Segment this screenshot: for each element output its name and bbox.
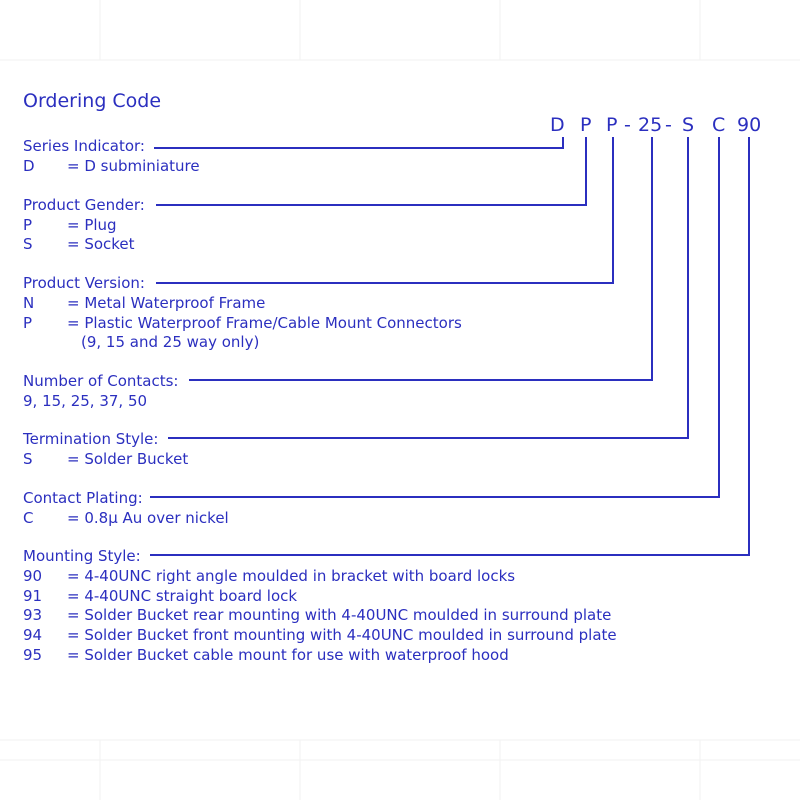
code-part-contacts: 25 <box>638 114 663 136</box>
option-desc: = 4-40UNC straight board lock <box>67 587 298 605</box>
section-heading-plating: Contact Plating: <box>23 489 143 507</box>
option-desc: = Plug <box>67 216 117 234</box>
option-code: 93 <box>23 606 43 624</box>
section-heading-mounting: Mounting Style: <box>23 547 141 565</box>
option-code: D <box>23 157 35 175</box>
connector-version <box>156 137 613 283</box>
option-code: S <box>23 450 33 468</box>
option-code: P <box>23 314 33 332</box>
code-part-plating: C <box>712 114 726 136</box>
option-desc: = Metal Waterproof Frame <box>67 294 266 312</box>
option-desc: = 0.8μ Au over nickel <box>67 509 229 527</box>
option-desc: = D subminiature <box>67 157 200 175</box>
connector-series <box>154 137 563 148</box>
option-code: C <box>23 509 34 527</box>
code-part-version: P <box>606 114 618 136</box>
section-heading-termination: Termination Style: <box>23 430 159 448</box>
option-desc: = 4-40UNC right angle moulded in bracket with board locks <box>67 567 516 585</box>
option-code: 94 <box>23 626 43 644</box>
option-desc: = Socket <box>67 235 135 253</box>
option-code: N <box>23 294 35 312</box>
section-heading-contacts: Number of Contacts: <box>23 372 179 390</box>
code-part-dash: - <box>665 114 672 136</box>
section-heading-version: Product Version: <box>23 274 145 292</box>
option-code: S <box>23 235 33 253</box>
code-part-series: D <box>550 114 565 136</box>
code-part-termination: S <box>682 114 695 136</box>
option-code: 91 <box>23 587 43 605</box>
page-title: Ordering Code <box>23 90 162 112</box>
option-desc: = Solder Bucket cable mount for use with waterproof hood <box>67 646 509 664</box>
section-heading-series: Series Indicator: <box>23 137 145 155</box>
connector-termination <box>168 137 688 438</box>
code-part-gender: P <box>580 114 592 136</box>
code-part-dash: - <box>624 114 631 136</box>
contacts-values: 9, 15, 25, 37, 50 <box>23 392 148 410</box>
option-desc: = Solder Bucket <box>67 450 189 468</box>
option-desc: = Solder Bucket front mounting with 4-40UNC moulded in surround plate <box>67 626 617 644</box>
code-part-mounting: 90 <box>737 114 762 136</box>
option-code: P <box>23 216 33 234</box>
option-note: (9, 15 and 25 way only) <box>81 333 260 351</box>
option-code: 90 <box>23 567 43 585</box>
option-code: 95 <box>23 646 43 664</box>
option-desc: = Solder Bucket rear mounting with 4-40UNC moulded in surround plate <box>67 606 612 624</box>
section-heading-gender: Product Gender: <box>23 196 145 214</box>
option-desc: = Plastic Waterproof Frame/Cable Mount Connectors <box>67 314 462 332</box>
